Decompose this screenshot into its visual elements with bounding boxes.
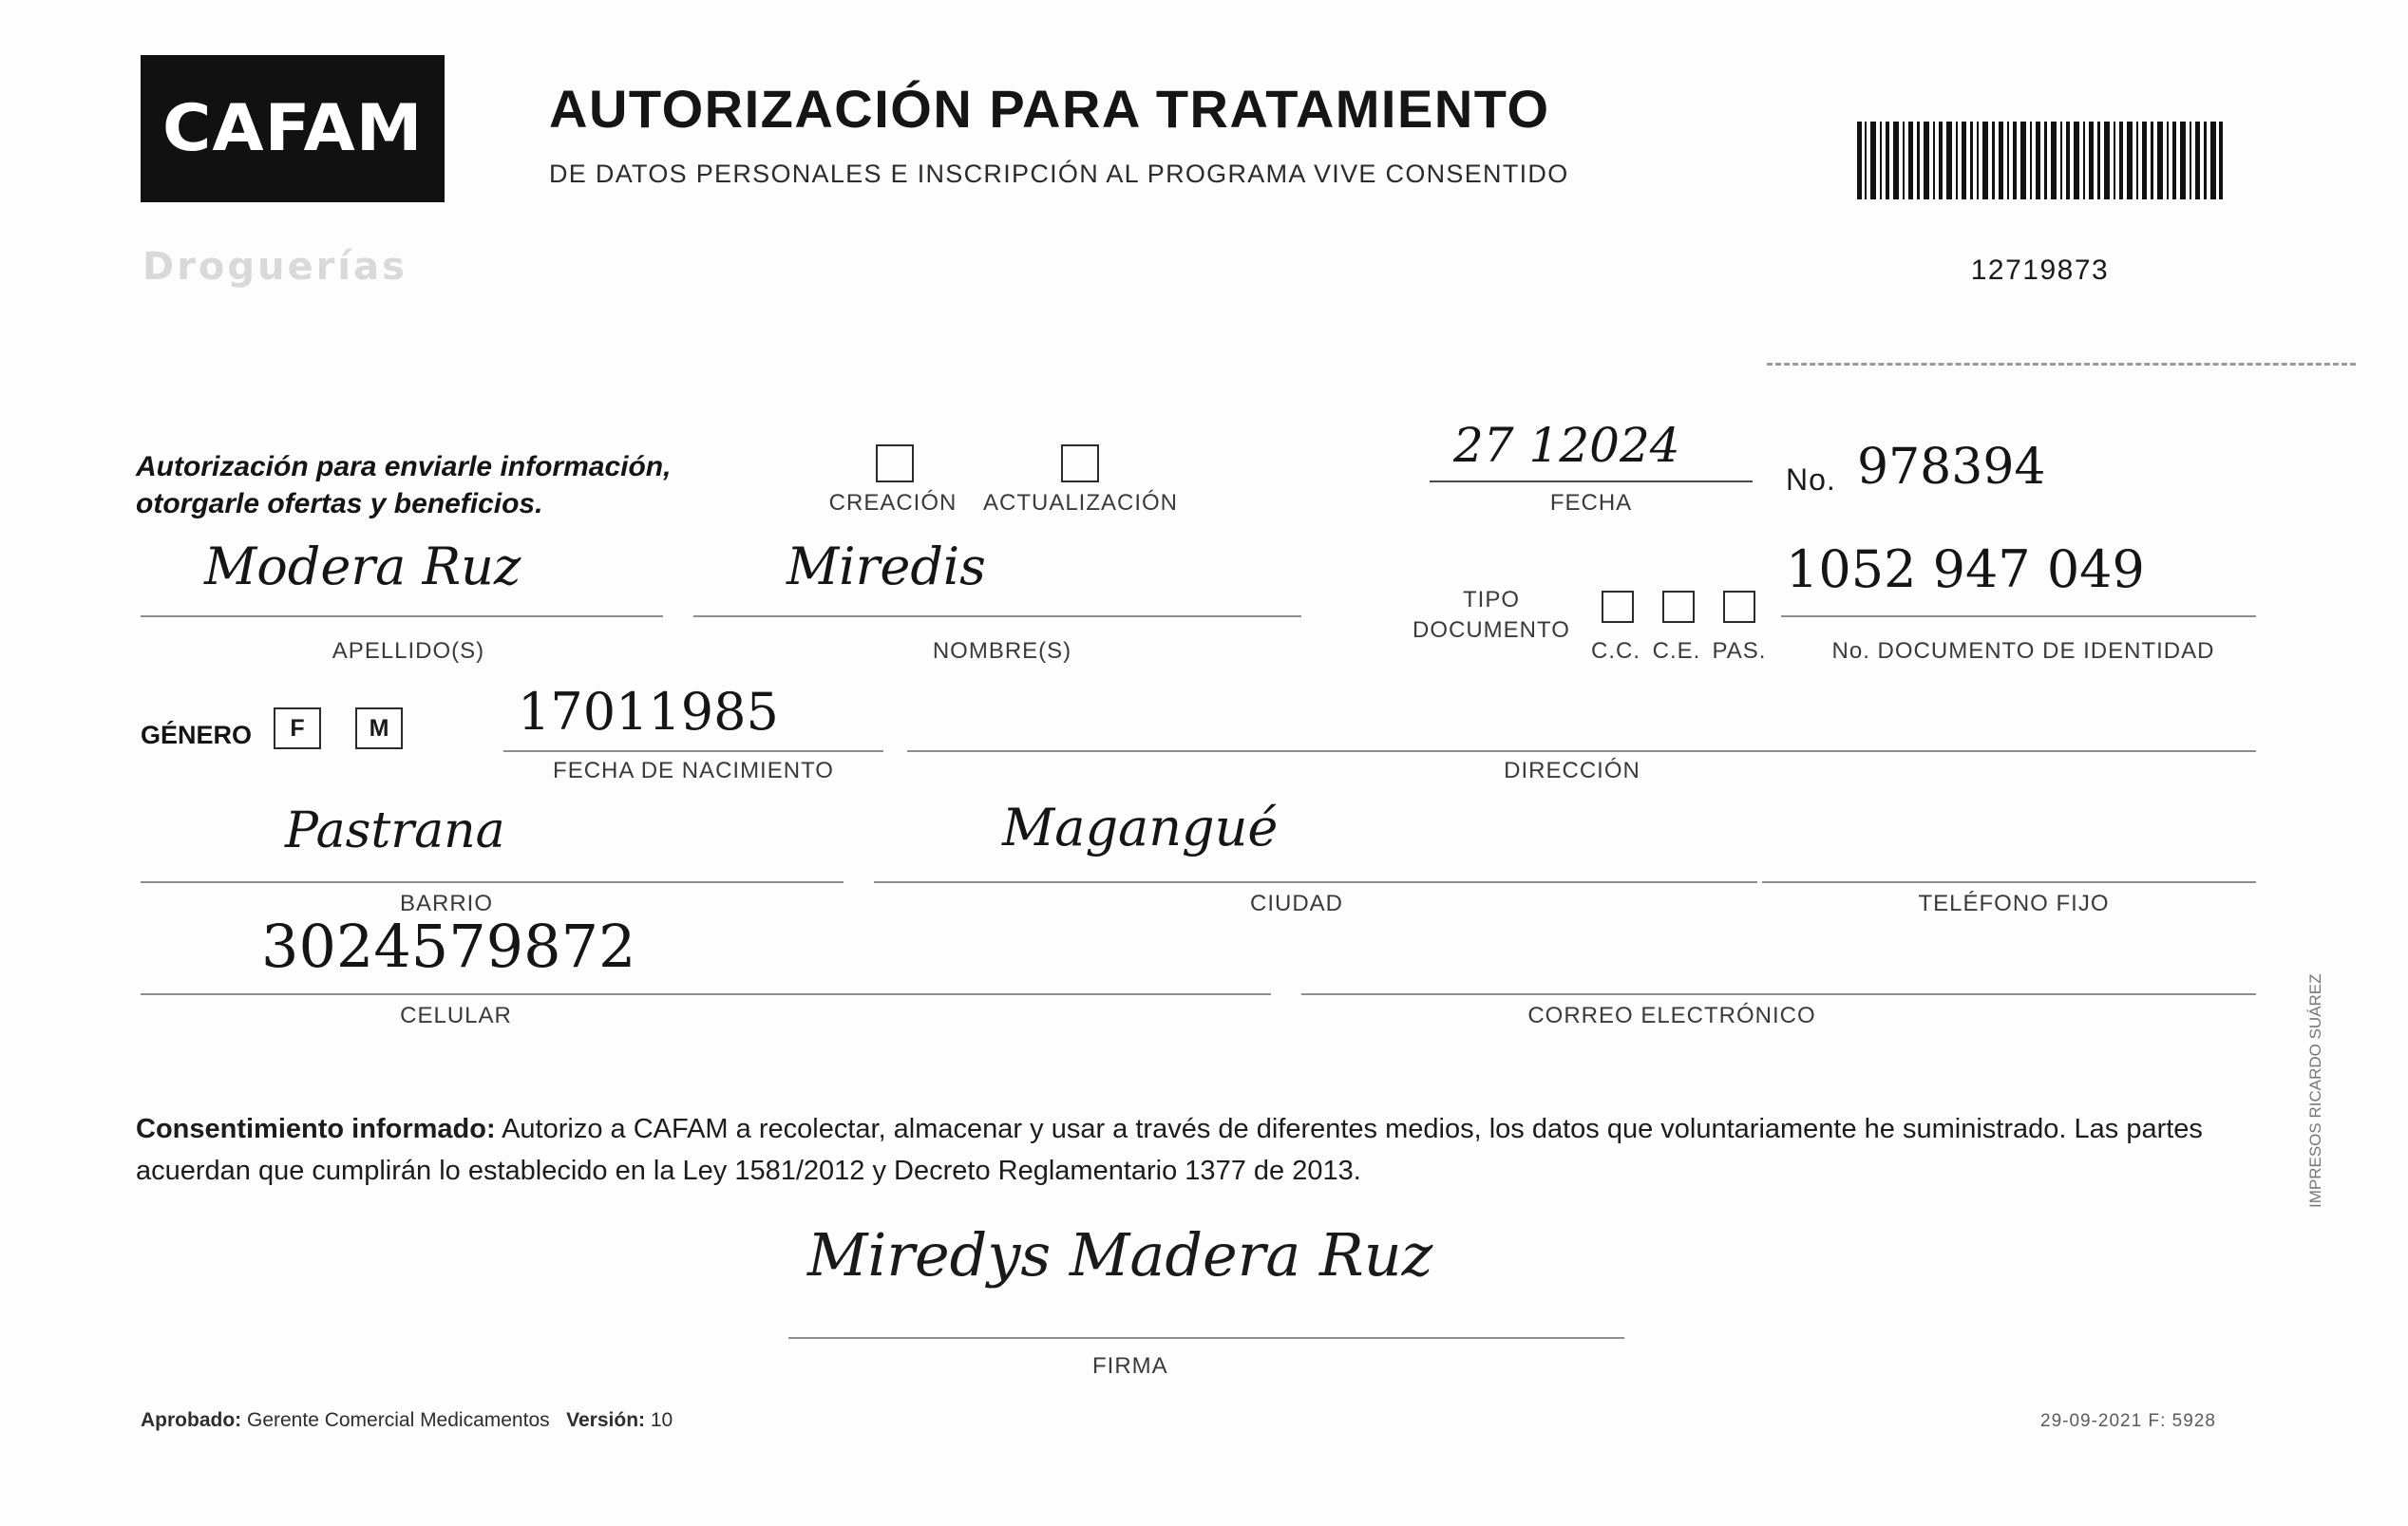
- footer-aprobado-value: Gerente Comercial Medicamentos: [247, 1409, 550, 1431]
- checkbox-tipo-ce[interactable]: [1662, 591, 1695, 623]
- fecha-label: FECHA: [1549, 490, 1633, 516]
- direccion-label: DIRECCIÓN: [1504, 758, 1640, 783]
- barrio-label: BARRIO: [399, 891, 493, 916]
- checkbox-actualizacion[interactable]: [1061, 444, 1099, 482]
- footer-code: 29-09-2021 F: 5928: [2040, 1411, 2216, 1431]
- genero-option-m[interactable]: M: [355, 707, 403, 749]
- cafam-logo: [141, 55, 445, 202]
- numero-value: 978394: [1857, 439, 2046, 496]
- authorization-label: [136, 448, 671, 522]
- numero-prefix: No.: [1786, 462, 1836, 497]
- nombres-value: Miredis: [787, 537, 986, 596]
- consent-text: Autorizo a CAFAM a recolectar, almacenar y usar a través de diferentes medios, los datos que voluntariamente he suministrado. Las partes acuerdan que cumplirán lo establecido en la Ley 1581/2012 y Decreto Reglamentario 1377 de 2013.: [136, 1114, 2203, 1186]
- ciudad-label: CIUDAD: [1249, 891, 1343, 916]
- barrio-value: Pastrana: [285, 802, 505, 859]
- fecha-value: 27 12024: [1453, 418, 1680, 473]
- apellidos-label: APELLIDO(S): [332, 638, 485, 664]
- genero-label: GÉNERO: [141, 721, 253, 749]
- ciudad-rule: [874, 881, 1757, 883]
- direccion-rule: [907, 750, 2256, 752]
- page-subtitle: DE DATOS PERSONALES E INSCRIPCIÓN AL PROGRAMA VIVE CONSENTIDO: [549, 160, 1569, 188]
- celular-rule: [141, 993, 1271, 995]
- fecha-rule: [1430, 480, 1753, 482]
- no-documento-value: 1052 947 049: [1786, 539, 2145, 599]
- celular-value: 3024579872: [261, 912, 636, 981]
- fecha-nacimiento-value: 17011985: [518, 682, 779, 742]
- printer-credit: IMPRESOS RICARDO SUÁREZ: [2306, 973, 2324, 1208]
- authorization-label-line2: otorgarle ofertas y beneficios.: [136, 488, 543, 519]
- fecha-nacimiento-rule: [503, 750, 883, 752]
- tear-off-dashed-line: [1767, 363, 2356, 366]
- footer-approval: [141, 1409, 673, 1432]
- tipo-documento-label-line2: DOCUMENTO: [1413, 617, 1570, 643]
- page-title: AUTORIZACIÓN PARA TRATAMIENTO: [549, 79, 1550, 139]
- telefono-fijo-label: TELÉFONO FIJO: [1918, 891, 2110, 916]
- footer-version-value: 10: [650, 1409, 673, 1431]
- checkbox-tipo-pas[interactable]: [1723, 591, 1755, 623]
- ciudad-value: Magangué: [1002, 798, 1279, 857]
- barrio-rule: [141, 881, 844, 883]
- footer-version-label: Versión:: [566, 1409, 646, 1431]
- checkbox-tipo-cc-label: C.C.: [1591, 638, 1640, 664]
- celular-label: CELULAR: [400, 1003, 512, 1028]
- correo-rule: [1301, 993, 2256, 995]
- checkbox-tipo-pas-label: PAS.: [1712, 638, 1767, 664]
- nombres-rule: [693, 615, 1301, 617]
- cafam-logo-text: CAFAM: [161, 91, 424, 166]
- barcode-icon: [1857, 122, 2223, 199]
- checkbox-creacion[interactable]: [876, 444, 914, 482]
- cafam-logo-subtitle: Droguerías: [142, 245, 408, 289]
- no-documento-label: No. DOCUMENTO DE IDENTIDAD: [1831, 638, 2215, 664]
- apellidos-rule: [141, 615, 663, 617]
- correo-label: CORREO ELECTRÓNICO: [1527, 1003, 1816, 1028]
- no-documento-rule: [1781, 615, 2256, 617]
- checkbox-creacion-label: CREACIÓN: [828, 490, 958, 516]
- firma-value: Miredys Madera Ruz: [807, 1220, 1433, 1290]
- checkbox-tipo-cc[interactable]: [1602, 591, 1634, 623]
- checkbox-tipo-ce-label: C.E.: [1652, 638, 1701, 664]
- tipo-documento-label-line1: TIPO: [1463, 587, 1521, 612]
- firma-label: FIRMA: [1092, 1353, 1168, 1379]
- genero-option-f[interactable]: F: [274, 707, 321, 749]
- consent-paragraph: [136, 1109, 2254, 1192]
- authorization-label-line1: Autorización para enviarle información,: [136, 451, 672, 482]
- fecha-nacimiento-label: FECHA DE NACIMIENTO: [553, 758, 834, 783]
- footer-aprobado-label: Aprobado:: [141, 1409, 242, 1431]
- consent-lead: Consentimiento informado:: [136, 1114, 496, 1144]
- telefono-fijo-rule: [1762, 881, 2256, 883]
- nombres-label: NOMBRE(S): [932, 638, 1072, 664]
- firma-rule: [788, 1337, 1624, 1339]
- checkbox-actualizacion-label: ACTUALIZACIÓN: [982, 490, 1179, 516]
- barcode-number: 12719873: [1970, 254, 2110, 286]
- apellidos-value: Modera Ruz: [204, 537, 521, 596]
